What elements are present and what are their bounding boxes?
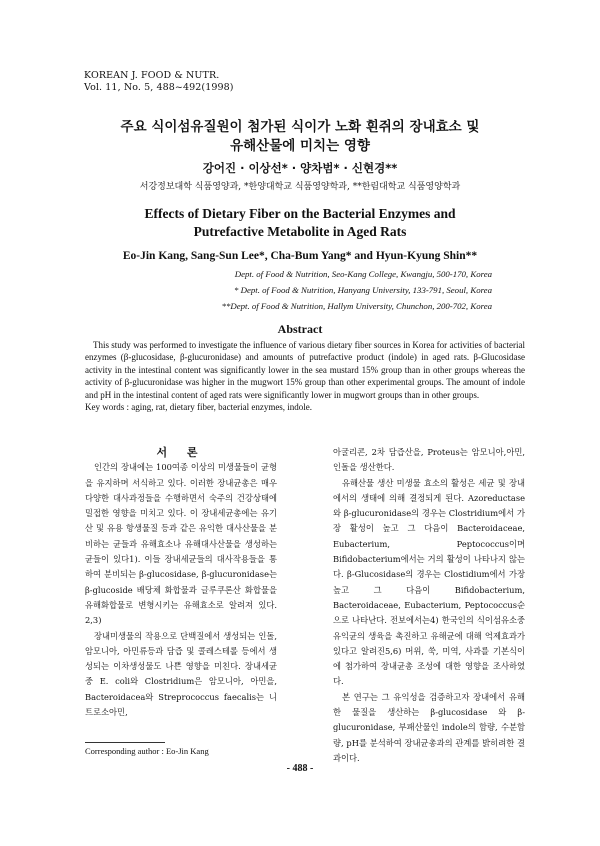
abstract-heading: Abstract [277, 322, 323, 336]
affiliation-line: **Dept. of Food & Nutrition, Hallym University, Chunchon, 200-702, Korea [221, 301, 492, 311]
footnote-divider [85, 742, 165, 743]
abstract-body [85, 339, 525, 413]
section-heading: 서 론 [156, 446, 206, 459]
body-paragraph: 본 연구는 그 유익성을 검증하고자 장내에서 유해한 물질을 생산하는 β-glucosidase 와 β-glucuronidase, 부패산물인 indole의 함량, 수분함량, pH를 분석하여 장내균총과의 관계를 밝히려한 결과이다. [333, 691, 525, 763]
journal-header [84, 70, 234, 94]
english-title-line2: Putrefactive Metabolite in Aged Rats [193, 224, 407, 239]
body-paragraph: 장내미생물의 작용으로 단백질에서 생성되는 인돌, 암모니아, 아민류등과 담즙 및 콜레스테롤 등에서 생성되는 이차생성물도 나쁜 영향을 미친다. 장내세균중 E. coli와 Clostridium은 암모니아, 아민을, Bacteroidacea와 Streprococcus faecalis는 니트로소아민, [85, 630, 277, 718]
english-title [60, 205, 540, 241]
left-column [85, 445, 277, 720]
english-affiliations [60, 266, 540, 314]
affiliation-line: * Dept. of Food & Nutrition, Hanyang University, 133-791, Seoul, Korea [234, 285, 492, 295]
body-paragraph: 인간의 장내에는 100여종 이상의 미생물들이 균형을 유지하며 서식하고 있다. 이러한 장내균총은 매우 다양한 대사과정들을 수행하면서 숙주의 건강상태에 밀접한 영향을 미치고 있다. 이 장내세균총에는 유기산 및 유용 항생물질 등과 같은 유익한 대사산물을 분비하는 균들과 유해효소나 유해대사산물을 생성하는 균들이 있다1). 이들 장내세균들의 대사작용들을 통하여 분비되는 β-glucosidase, β-glucuronidase는 β-glucoside 배당체 화합물과 글루쿠론산 화합물을 유해화합물로 변형시키는 유해효소로 알려져 있다. 2,3) [85, 462, 277, 626]
korean-authors: 강어진 · 이상선* · 양차범* · 신현경** [202, 161, 398, 175]
keywords: Key words : aging, rat, dietary fiber, bacterial enzymes, indole. [85, 402, 313, 413]
korean-title [60, 118, 540, 156]
journal-name: KOREAN J. FOOD & NUTR. [84, 70, 220, 81]
footnote: Corresponding author : Eo-Jin Kang [85, 746, 209, 756]
korean-title-line1: 주요 식이섬유질원이 첨가된 식이가 노화 흰쥐의 장내효소 및 [120, 119, 480, 135]
korean-title-line2: 유해산물에 미치는 영향 [230, 138, 370, 154]
right-column [333, 445, 525, 766]
english-title-line1: Effects of Dietary Fiber on the Bacterial Enzymes and [144, 206, 456, 221]
abstract-text: This study was performed to investigate the influence of various dietary fiber sources in Korea for activities of bacterial enzymes (β-glucosidase, β-glucuronidase) and amounts of putrefactive product (indole) in aged rats. β-Glucosidase activity in the intestinal content was significantly lower in the sea mustard 15% group than in other groups whereas the activity of β-glucuronidase was higher in the mugwort 15% group than other experimental groups. The amount of indole and pH in the intestinal content of aged rats were significantly lower in mugwort groups than in other groups. [85, 340, 525, 400]
body-paragraph: 아굴리콘, 2차 담즙산을, Proteus는 암모니아,아민,인돌을 생산한다. [333, 447, 525, 473]
page-number: - 488 - [286, 763, 314, 774]
affiliation-line: Dept. of Food & Nutrition, Seo-Kang College, Kwangju, 500-170, Korea [234, 269, 492, 279]
korean-affiliations: 서강정보대학 식품영양과, *한양대학교 식품영양학과, **한림대학교 식품영양학과 [139, 182, 461, 192]
body-paragraph: 유해산물 생산 미생물 효소의 활성은 세균 및 장내에서의 생태에 의해 결정되게 된다. Azoreductase와 β-glucuronidase의 경우는 Clostridium에서 가장 활성이 높고 그 다음이 Bacteroidaceae, Eubacterium, Peptococcus이며 Bifidobacterium에서는 거의 활성이 나타나지 않는다. β-Glucosidase의 경우는 Clostidium에서 가장 높고 그 다음이 Bifidobacterium, Bacteroidaceae, Eubacterium, Peptococcus순으로 나타난다. 전보에서는4) 한국인의 식이섬유소중 유익균의 생육을 촉진하고 유해균에 대해 억제효과가 있다고 알려진5,6) 머위, 쑥, 미역, 사과를 기본식이에 첨가하여 장내균총 조성에 대한 영향을 조사하였다. [333, 477, 525, 687]
journal-volume: Vol. 11, No. 5, 488~492(1998) [84, 82, 234, 93]
english-authors: Eo-Jin Kang, Sang-Sun Lee*, Cha-Bum Yang* and Hyun-Kyung Shin** [122, 250, 478, 262]
